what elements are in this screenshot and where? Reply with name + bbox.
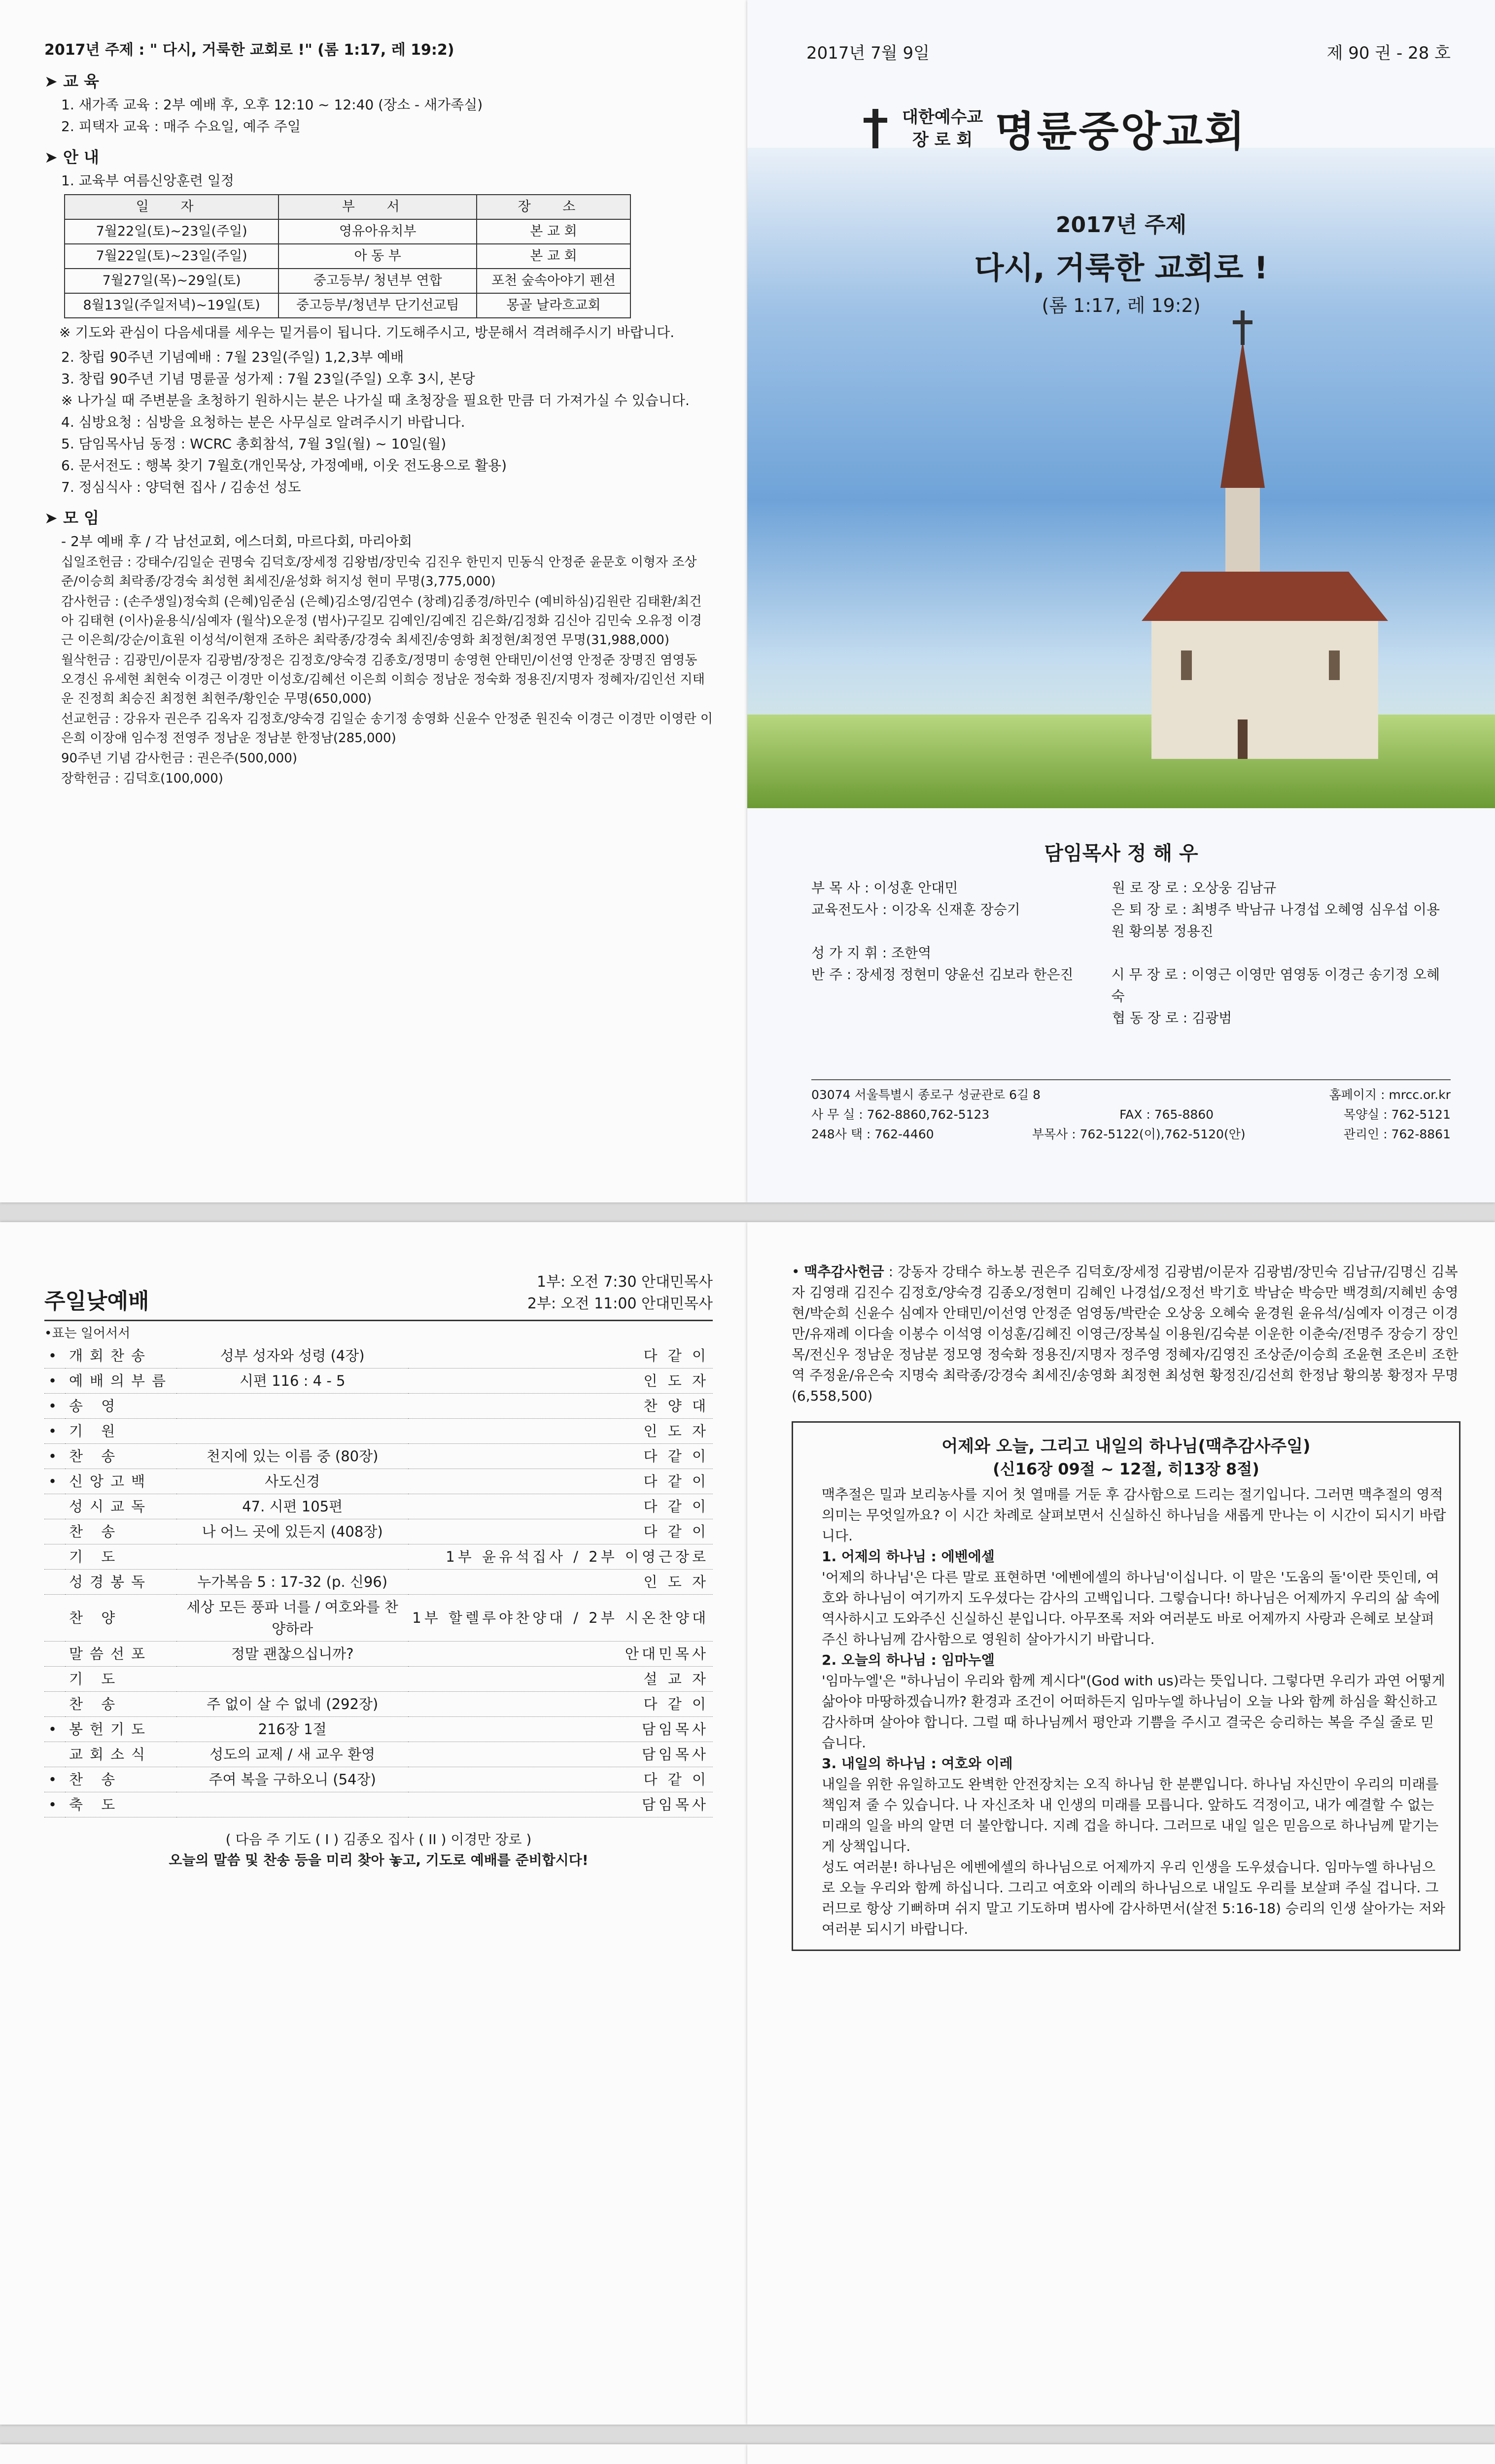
notice-item: 1. 교육부 여름신앙훈련 일정 [61,172,234,189]
order-leader: 다 같 이 [408,1519,713,1544]
bulletin-date: 2017년 7월 9일 [806,43,930,63]
order-name: 교회소식 [65,1742,176,1767]
order-name: 개회찬송 [65,1343,176,1369]
stand-marker: • [44,1792,65,1817]
order-content: 성도의 교제 / 새 교우 환영 [176,1742,408,1767]
order-leader: 다 같 이 [408,1444,713,1469]
page-announcements [0,0,747,1202]
table-row [44,1369,713,1394]
sermon-title: 어제와 오늘, 그리고 내일의 하나님(맥추감사주일) [941,1437,1311,1456]
order-name: 찬 송 [65,1767,176,1792]
order-leader: 다 같 이 [408,1469,713,1494]
order-name: 찬 송 [65,1519,176,1544]
meeting-heading: ➤ 모 임 [44,509,99,527]
notice-item: 4. 심방요청 : 심방을 요청하는 분은 사무실로 알려주시기 바랍니다. [61,414,465,430]
order-content [176,1667,408,1692]
notice-item: 6. 문서전도 : 행복 찾기 7월호(개인묵상, 가정예배, 이웃 전도용으로 활용) [61,457,507,474]
stand-marker [44,1544,65,1570]
stand-marker: • [44,1369,65,1394]
denomination: 대한예수교 장 로 회 [902,107,983,150]
table-row [44,1444,713,1469]
th-place: 장 소 [477,195,630,219]
meeting-sub: - 2부 예배 후 / 각 남선교회, 에스더회, 마르다회, 마리아회 [61,533,413,549]
sermon-text: '어제의 하나님'은 다른 말로 표현하면 '에벤에셀의 하나님'이십니다. 이 말은 '도움의 돌'이란 뜻인데, 여호와 하나님이 여기까지 도우셨다는 감사의 고백입니다. 그렇습니다! 하나님은 어제까지 우리의 삶 속에 역사하시고 도와주신 신실하신 분입니다. 아무쪼록 저와 여러분도 바로 어제까지 사랑과 은혜로 보살펴주신 하나님께 감사함으로 영원히 살아가시기 바랍니다. [822,1569,1440,1647]
order-content: 나 어느 곳에 있든지 (408장) [176,1519,408,1544]
offering-list: 장학헌금 : 김덕호(100,000) [61,771,223,786]
stand-marker: • [44,1419,65,1444]
stand-marker [44,1667,65,1692]
order-content: 성부 성자와 성령 (4장) [176,1343,408,1369]
sermon-point: 2. 오늘의 하나님 : 임마누엘 [822,1652,995,1668]
table-row [44,1570,713,1595]
camp-schedule-table [64,194,631,318]
order-leader: 인 도 자 [408,1570,713,1595]
table-row [44,1692,713,1717]
table-row [44,1667,713,1692]
table-row [44,1394,713,1419]
edu-item: 1. 새가족 교육 : 2부 예배 후, 오후 12:10 ~ 12:40 (장소 - 새가족실) [61,97,483,113]
stand-marker [44,1519,65,1544]
order-name: 기 원 [65,1419,176,1444]
page-cover [747,0,1495,1202]
worship-order-table [44,1343,713,1817]
table-row [44,1419,713,1444]
stand-marker [44,1570,65,1595]
standing-legend: •표는 일어서서 [44,1326,131,1341]
stand-marker [44,1642,65,1667]
page-schedule [747,2444,1495,2464]
table-row [44,1519,713,1544]
stand-marker [44,1595,65,1642]
sermon-point: 3. 내일의 하나님 : 여호와 이레 [822,1755,1013,1772]
order-name: 기 도 [65,1544,176,1570]
order-leader: 설 교 자 [408,1667,713,1692]
cover-header [806,39,1451,64]
order-leader: 다 같 이 [408,1692,713,1717]
stand-marker: • [44,1767,65,1792]
notice-item: 5. 담임목사님 동정 : WCRC 총회참석, 7월 3일(월) ~ 10일(월) [61,436,447,452]
sermon-text: 내일을 위한 유일하고도 완벽한 안전장치는 오직 하나님 한 분뿐입니다. 하나님 자신만이 우리의 미래를 책임져 줄 수 있습니다. 나 자신조차 내 인생의 미래를 모릅니다. 앞하도 걱정이고, 내가 예결할 수 없는 미래의 일을 바의 알면 더 불안합니다. 지례 겁을 하니다. 그러므로 내일 일은 믿음으로 하나님께 맡기는 게 상책입니다. [822,1776,1439,1854]
order-content: 누가복음 5 : 17-32 (p. 신96) [176,1570,408,1595]
order-content [176,1419,408,1444]
notice-item: 3. 창립 90주년 기념 명륜골 성가제 : 7월 23일(주일) 오후 3시, 본당 [61,371,475,387]
notice-item: ※ 나가실 때 주변분을 초청하기 원하시는 분은 나가실 때 초청장을 필요한 만큼 더 가져가실 수 있습니다. [61,392,690,409]
order-leader: 다 같 이 [408,1494,713,1519]
table-row [44,1767,713,1792]
service-times: 1부: 오전 7:30 안대민목사 2부: 오전 11:00 안대민목사 [527,1273,713,1312]
stand-marker: • [44,1717,65,1742]
order-name: 예배의부름 [65,1369,176,1394]
notice-heading: ➤ 안 내 [44,148,99,167]
order-content: 216장 1절 [176,1717,408,1742]
order-content: 47. 시편 105편 [176,1494,408,1519]
order-leader: 담임목사 [408,1792,713,1817]
table-row [44,1642,713,1667]
order-content: 주여 복을 구하오니 (54장) [176,1767,408,1792]
table-row [44,1494,713,1519]
table-row: 7월22일(토)~23일(주일) 아 동 부 본 교 회 [65,244,630,269]
notice-item: 2. 창립 90주년 기념예배 : 7월 23일(주일) 1,2,3부 예배 [61,349,404,365]
order-leader: 1부 윤유석집사 / 2부 이영근장로 [408,1544,713,1570]
order-name: 찬 송 [65,1692,176,1717]
table-row: 7월27일(목)~29일(토) 중고등부/ 청년부 연합 포천 숲속아야기 펜션 [65,269,630,293]
notice-item: 7. 정심식사 : 양덕현 집사 / 김송선 성도 [61,479,301,495]
order-leader: 인 도 자 [408,1419,713,1444]
page-other-services [0,2444,747,2464]
church-logo [861,99,1247,158]
stand-marker: • [44,1343,65,1369]
order-leader: 다 같 이 [408,1343,713,1369]
order-content [176,1544,408,1570]
table-row [44,1544,713,1570]
cover-theme: 2017년 주제 다시, 거룩한 교회로 ! (롬 1:17, 레 19:2) [974,212,1268,316]
church-contact: 03074 서울특별시 종로구 성균관로 6길 8 홈페이지 : mrcc.or.kr 사 무 실 : 762-8860,762-5123 FAX : 765-8860 목양실 : 762-5121 248사 택 : 762-4460 부목사 : 762-5122(이),762-5120(안) 관리인 : 762-8861 [811,1079,1451,1144]
sunday-worship-title: 주일낮예배 [44,1289,149,1314]
sermon-intro: 맥추절은 밀과 보리농사를 지어 첫 열매를 거둔 후 감사함으로 드리는 절기입니다. 그러면 맥추절의 영적 의미는 무엇일까요? 이 시간 차례로 살펴보면서 신실하신 하나님을 새롭게 만나는 이 시간이 되시기 바랍니다. [822,1486,1446,1544]
order-name: 말씀선포 [65,1642,176,1667]
offering-list: 선교헌금 : 강유자 권은주 김옥자 김정호/양숙경 김일순 송기정 송영화 신윤수 안정준 원진숙 이경근 이경만 이영란 이은희 이장애 임수정 전영주 정남운 정남분 한정남(285,000) [61,712,713,746]
sermon-text: '임마누엘'은 "하나님이 우리와 함께 계시다"(God with us)라는 뜻입니다. 그렇다면 우리가 과연 어떻게 삶아야 마땅하겠습니까? 환경과 조건이 어떠하든지 임마누엘 하나님이 오늘 나와 함께 하심을 확신하고 감사하며 살아야 합니다. 그럴 때 하나님께서 평안과 기쁨을 주시고 결국은 승리하는 복을 주실 줄로 믿습니다. [822,1673,1445,1751]
sermon-point: 1. 어제의 하나님 : 에벤에셀 [822,1548,995,1565]
stand-marker [44,1692,65,1717]
stand-marker: • [44,1469,65,1494]
sermon-ref: (신16장 09절 ~ 12절, 히13장 8절) [993,1460,1259,1478]
order-leader: 찬 양 대 [408,1394,713,1419]
order-name: 봉헌기도 [65,1717,176,1742]
table-row [44,1742,713,1767]
table-row [44,1792,713,1817]
order-name: 찬 송 [65,1444,176,1469]
sermon-closing: 성도 여러분! 하나님은 에벤에셀의 하나님으로 어제까지 우리 인생을 도우셨습니다. 임마누엘 하나님으로 오늘 우리와 함께 하십니다. 그리고 여호와 이레의 하나님으로 내일도 우리를 보살펴 주실 겁니다. 그러므로 항상 기뻐하며 쉬지 말고 기도하며 범사에 감사하면서(살전 5:16-18) 승리의 인생 살아가는 저와 여러분 되시기 바랍니다. [822,1859,1446,1937]
camp-note: ※ 기도와 관심이 다음세대를 세우는 밑거름이 됩니다. 기도해주시고, 방문해서 격려해주시기 바랍니다. [59,324,675,341]
order-name: 신앙고백 [65,1469,176,1494]
order-leader: 담임목사 [408,1717,713,1742]
table-row [44,1469,713,1494]
order-content: 정말 괜찮으십니까? [176,1642,408,1667]
order-content: 천지에 있는 이름 중 (80장) [176,1444,408,1469]
church-illustration [1132,296,1388,779]
table-row: 7월22일(토)~23일(주일) 영유아유치부 본 교 회 [65,219,630,244]
order-name: 기 도 [65,1667,176,1692]
order-content: 시편 116 : 4 - 5 [176,1369,408,1394]
order-name: 축 도 [65,1792,176,1817]
church-name: 명륜중앙교회 [995,107,1247,156]
offering-list: 감사헌금 : (손주생일)정숙희 (은혜)임준심 (은혜)김소영/김연수 (창례)김종경/하민수 (예비하심)김원란 김태환/최건아 김태현 (이사)윤용식/심예자 (월삭)오운정 (범사)구길모 김예인/김예진 김은화/김정화 김신아 김민숙 오유정 이경근 이은희/강순/이효원 이성석/이현재 조하은 최락종/강경숙 최세진/송영화 최정현/최정연 무명(31,988,000) [61,594,702,648]
education-heading: ➤ 교 육 [44,72,99,91]
page-sermon [747,1222,1495,2425]
order-name: 성경봉독 [65,1570,176,1595]
order-content: 세상 모든 풍파 너를 / 여호와를 찬양하라 [176,1595,408,1642]
th-date: 일 자 [65,195,278,219]
cross-icon [861,109,890,148]
table-header-row [65,195,630,219]
senior-pastor: 담임목사 정 해 우 [1044,842,1198,865]
order-content: 사도신경 [176,1469,408,1494]
table-row [44,1343,713,1369]
bulletin-volume: 제 90 권 - 28 호 [1326,43,1451,63]
order-name: 찬 양 [65,1595,176,1642]
table-row [44,1717,713,1742]
order-leader: 1부 할렐루야찬양대 / 2부 시온찬양대 [408,1595,713,1642]
theme-line: 2017년 주제 : " 다시, 거룩한 교회로 !" (롬 1:17, 레 19:2) [44,41,454,59]
table-row: 8월13일(주일저녁)~19일(토) 중고등부/청년부 단기선교팀 몽골 날라흐교회 [65,293,630,318]
order-content [176,1394,408,1419]
order-leader: 다 같 이 [408,1767,713,1792]
order-name: 성시교독 [65,1494,176,1519]
staff-list: 부 목 사 : 이성훈 안대민 원 로 장 로 : 오상웅 김남규 교육전도사 : 이강옥 신재훈 장승기 은 퇴 장 로 : 최병주 박남규 나경섭 오혜영 심우섭 이용원 황의봉 정용진 성 가 지 휘 : 조한역 반 주 : 장세정 정현미 양윤선 김보라 한은진 시 무 장 로 : 이영근 이영만 염영동 이경근 송기정 오혜숙 협 동 장 로 : 김광범 [811,880,1440,1026]
th-dept: 부 서 [278,195,477,219]
offering-list: 90주년 기념 감사헌금 : 권은주(500,000) [61,751,297,766]
stand-marker [44,1494,65,1519]
order-leader: 인 도 자 [408,1369,713,1394]
sermon-box [792,1421,1460,1951]
page-sunday-worship [0,1222,747,2425]
order-leader: 담임목사 [408,1742,713,1767]
order-leader: 안대민목사 [408,1642,713,1667]
table-row [44,1595,713,1642]
order-content [176,1792,408,1817]
thanks-offering: • 맥추감사헌금 : 강동자 강태수 하노봉 권은주 김덕호/장세정 김광범/이문자 김광범/장민숙 김남규/김명신 김복자 김영래 김진수 김정호/양숙경 김종오/정현미 김혜인 나경섭/오정선 박기호 박남순 박승만 백경희/지혜빈 송영현/박순희 신윤수 심예자 안태민/이선영 안정준 엄영동/박란순 오상웅 오혜숙 윤경원 윤유석/심예자 이경근 이경만/유재례 이다솔 이봉수 이석영 이성훈/김혜진 이영근/장복실 이용원/김숙분 이운한 이춘숙/전명주 장승기 장인목/전신우 정남운 정남분 정모영 정숙화 정용진/지명자 정주영 정혜자/김영진 조상준/이승희 조윤현 조은비 조한역 주정윤/유은숙 지명숙 최락종/강경숙 최세진/송영화 최정현 최성현 황정진/김선희 한정남 황의봉 황정자 무명(6,558,500) [792,1264,1459,1404]
stand-marker [44,1742,65,1767]
offering-list: 월삭헌금 : 김광민/이문자 김광범/장정은 김정호/양숙경 김종호/정명미 송영현 안태민/이선영 안정준 장명진 염영동 오경신 유세현 최현숙 이경근 이경만 이성호/김혜선 이은희 이희승 정남운 정숙화 정용진/지명자 정혜자/김인선 지태운 진정희 최승진 최정현 최현주/황인순 무명(650,000) [61,653,705,706]
stand-marker: • [44,1394,65,1419]
edu-item: 2. 피택자 교육 : 매주 수요일, 예주 주일 [61,118,301,135]
stand-marker: • [44,1444,65,1469]
order-content: 주 없이 살 수 없네 (292장) [176,1692,408,1717]
worship-reminder: 오늘의 말씀 및 찬송 등을 미리 찾아 놓고, 기도로 예배를 준비합시다! [169,1852,589,1868]
order-name: 송 영 [65,1394,176,1419]
next-week-prayer: ( 다음 주 기도 ( I ) 김종오 집사 ( II ) 이경만 장로 ) [225,1831,532,1848]
offering-list: 십일조헌금 : 강태수/김일순 권명숙 김덕호/장세정 김왕범/장민숙 김진우 한민지 민동식 안정준 윤문호 이형자 조상준/이승희 최락종/강경숙 최성현 최세진/윤성화 허지성 현미 무명(3,775,000) [61,555,697,589]
